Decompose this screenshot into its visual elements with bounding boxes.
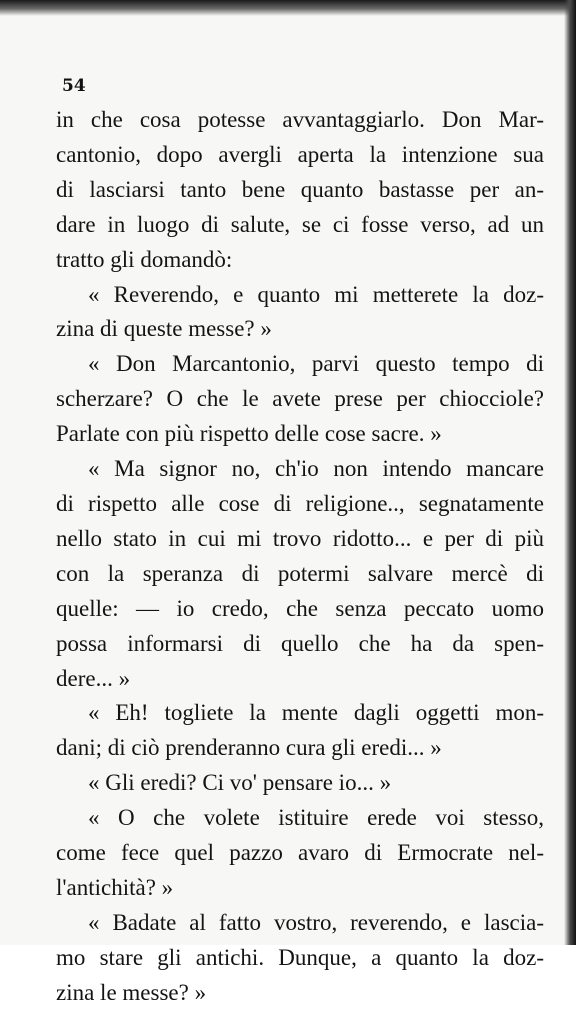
text-line: di lasciarsi tanto bene quanto bastasse per an- xyxy=(56,176,544,202)
text-line: scherzare? O che le avete prese per chiocciole? xyxy=(56,386,544,412)
text-line: « Gli eredi? Ci vo' pensare io... » xyxy=(88,770,392,796)
text-line: « Ma signor no, ch'io non intendo mancare xyxy=(88,456,544,482)
page-number: 54 xyxy=(62,76,86,96)
text-line: dani; di ciò prenderanno cura gli eredi... » xyxy=(56,735,442,761)
page-binding-shadow xyxy=(564,0,576,945)
text-line: « O che volete istituire erede voi stesso, xyxy=(88,805,544,831)
text-line: di rispetto alle cose di religione.., segnatamente xyxy=(56,490,544,516)
text-line: « Reverendo, e quanto mi metterete la doz- xyxy=(88,281,544,307)
text-line: mo stare gli antichi. Dunque, a quanto la doz- xyxy=(56,944,544,970)
text-line: cantonio, dopo avergli aperta la intenzione sua xyxy=(56,141,544,167)
text-line: Parlate con più rispetto delle cose sacre. » xyxy=(56,421,442,447)
text-line: zina le messe? » xyxy=(56,979,207,1005)
text-line: « Badate al fatto vostro, reverendo, e lascia- xyxy=(88,909,544,935)
text-line: in che cosa potesse avvantaggiarlo. Don Mar- xyxy=(56,107,544,132)
text-line: « Eh! togliete la mente dagli oggetti mon- xyxy=(88,700,544,726)
text-line: tratto gli domandò: xyxy=(56,246,233,272)
text-line: « Don Marcantonio, parvi questo tempo di xyxy=(88,351,544,377)
text-line: nello stato in cui mi trovo ridotto... e per di più xyxy=(56,525,544,551)
text-line: l'antichità? » xyxy=(56,874,174,900)
text-line: dare in luogo di salute, se ci fosse verso, ad un xyxy=(56,211,544,237)
text-line: zina di queste messe? » xyxy=(56,316,272,342)
page-top-shadow xyxy=(0,0,576,16)
text-line: possa informarsi di quello che ha da spen- xyxy=(56,630,544,656)
text-line: quelle: — io credo, che senza peccato uomo xyxy=(56,595,544,621)
body-text xyxy=(56,103,544,1011)
text-line: dere... » xyxy=(56,665,131,691)
text-line: come fece quel pazzo avaro di Ermocrate nel- xyxy=(56,840,544,866)
text-line: con la speranza di potermi salvare mercè di xyxy=(56,560,544,586)
